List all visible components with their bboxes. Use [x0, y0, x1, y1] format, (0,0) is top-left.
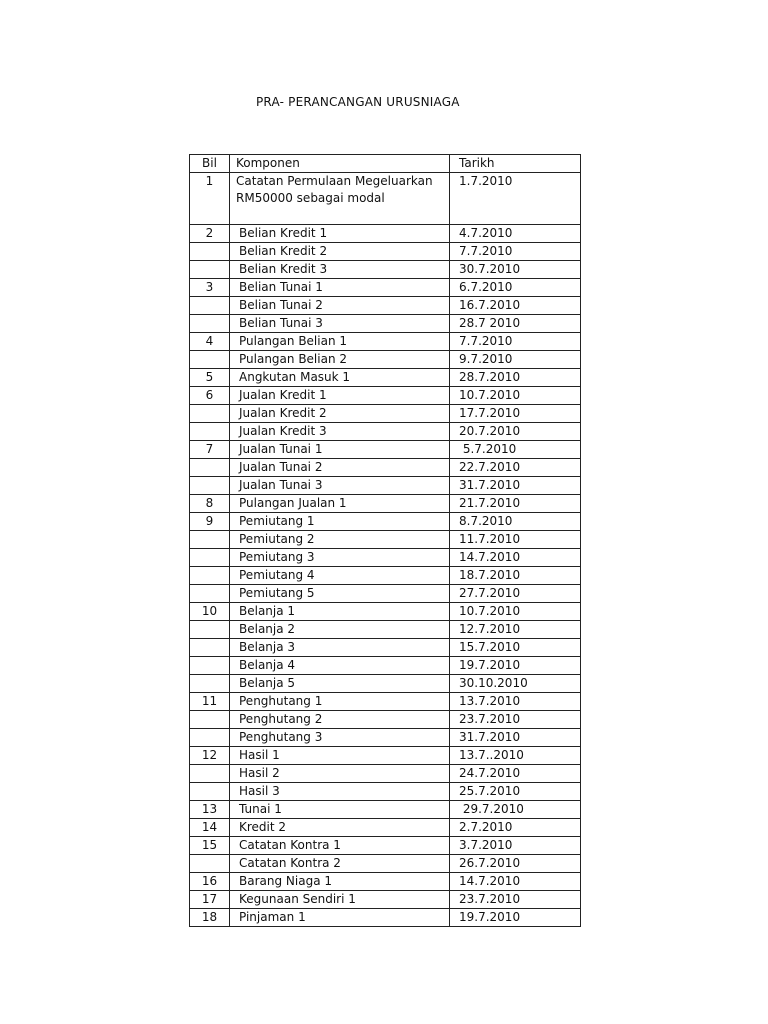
- table-row: [190, 693, 581, 711]
- table-row: [190, 801, 581, 819]
- header-komponen: Komponen: [230, 155, 450, 173]
- cell-komponen: Belian Tunai 1: [230, 279, 450, 297]
- cell-bil: [190, 261, 230, 279]
- cell-komponen: Penghutang 3: [230, 729, 450, 747]
- cell-komponen: Hasil 2: [230, 765, 450, 783]
- cell-komponen: Belanja 4: [230, 657, 450, 675]
- table-row: [190, 549, 581, 567]
- cell-bil: 16: [190, 873, 230, 891]
- cell-bil: [190, 729, 230, 747]
- cell-tarikh: 30.10.2010: [450, 675, 581, 693]
- cell-tarikh: 14.7.2010: [450, 873, 581, 891]
- cell-tarikh: 28.7.2010: [450, 369, 581, 387]
- cell-bil: 10: [190, 603, 230, 621]
- cell-bil: 11: [190, 693, 230, 711]
- cell-komponen: Belian Kredit 3: [230, 261, 450, 279]
- cell-tarikh: 13.7..2010: [450, 747, 581, 765]
- table-row: [190, 495, 581, 513]
- cell-bil: 6: [190, 387, 230, 405]
- cell-komponen: Barang Niaga 1: [230, 873, 450, 891]
- cell-bil: [190, 657, 230, 675]
- table-row: [190, 477, 581, 495]
- cell-bil: 15: [190, 837, 230, 855]
- table-row: [190, 405, 581, 423]
- cell-tarikh: 10.7.2010: [450, 603, 581, 621]
- cell-bil: [190, 531, 230, 549]
- table-row: [190, 369, 581, 387]
- table-row: [190, 711, 581, 729]
- cell-bil: [190, 855, 230, 873]
- table-row: [190, 315, 581, 333]
- cell-bil: [190, 405, 230, 423]
- cell-tarikh: 27.7.2010: [450, 585, 581, 603]
- cell-komponen: Jualan Kredit 1: [230, 387, 450, 405]
- table-row: [190, 837, 581, 855]
- cell-tarikh: 18.7.2010: [450, 567, 581, 585]
- cell-bil: 7: [190, 441, 230, 459]
- cell-komponen: Belian Tunai 3: [230, 315, 450, 333]
- header-tarikh: Tarikh: [450, 155, 581, 173]
- table-row: [190, 891, 581, 909]
- table-row: [190, 657, 581, 675]
- cell-bil: [190, 783, 230, 801]
- cell-komponen: Belian Kredit 2: [230, 243, 450, 261]
- table-row: [190, 387, 581, 405]
- cell-tarikh: 20.7.2010: [450, 423, 581, 441]
- cell-komponen: Catatan Kontra 2: [230, 855, 450, 873]
- cell-bil: 17: [190, 891, 230, 909]
- cell-tarikh: 7.7.2010: [450, 333, 581, 351]
- table-row: [190, 441, 581, 459]
- cell-komponen: Pulangan Jualan 1: [230, 495, 450, 513]
- table-row: [190, 225, 581, 243]
- transaction-table: [189, 154, 581, 927]
- cell-bil: 1: [190, 173, 230, 225]
- cell-komponen: Jualan Kredit 3: [230, 423, 450, 441]
- cell-tarikh: 7.7.2010: [450, 243, 581, 261]
- cell-komponen: Pemiutang 4: [230, 567, 450, 585]
- cell-tarikh: 13.7.2010: [450, 693, 581, 711]
- table-row: [190, 351, 581, 369]
- cell-bil: [190, 549, 230, 567]
- cell-bil: 9: [190, 513, 230, 531]
- cell-bil: 5: [190, 369, 230, 387]
- cell-komponen: Belanja 5: [230, 675, 450, 693]
- cell-komponen: Tunai 1: [230, 801, 450, 819]
- cell-bil: 8: [190, 495, 230, 513]
- cell-komponen: Belian Tunai 2: [230, 297, 450, 315]
- cell-bil: 4: [190, 333, 230, 351]
- cell-komponen: Catatan Kontra 1: [230, 837, 450, 855]
- cell-tarikh: 22.7.2010: [450, 459, 581, 477]
- cell-bil: 2: [190, 225, 230, 243]
- table-row: [190, 531, 581, 549]
- cell-bil: [190, 243, 230, 261]
- cell-bil: [190, 675, 230, 693]
- cell-komponen: Belanja 1: [230, 603, 450, 621]
- cell-tarikh: 31.7.2010: [450, 477, 581, 495]
- cell-bil: [190, 639, 230, 657]
- cell-tarikh: 30.7.2010: [450, 261, 581, 279]
- cell-tarikh: 5.7.2010: [450, 441, 581, 459]
- cell-tarikh: 29.7.2010: [450, 801, 581, 819]
- cell-komponen: Pemiutang 2: [230, 531, 450, 549]
- table-row: [190, 603, 581, 621]
- cell-komponen: Hasil 3: [230, 783, 450, 801]
- cell-bil: [190, 765, 230, 783]
- table-row: [190, 423, 581, 441]
- cell-tarikh: 14.7.2010: [450, 549, 581, 567]
- table-row: [190, 459, 581, 477]
- cell-komponen: Jualan Tunai 2: [230, 459, 450, 477]
- cell-tarikh: 9.7.2010: [450, 351, 581, 369]
- cell-komponen: Pemiutang 5: [230, 585, 450, 603]
- cell-tarikh: 3.7.2010: [450, 837, 581, 855]
- cell-tarikh: 15.7.2010: [450, 639, 581, 657]
- cell-tarikh: 17.7.2010: [450, 405, 581, 423]
- cell-tarikh: 8.7.2010: [450, 513, 581, 531]
- cell-komponen: Jualan Tunai 1: [230, 441, 450, 459]
- table-header-row: [190, 155, 581, 173]
- table-row: [190, 909, 581, 927]
- cell-tarikh: 10.7.2010: [450, 387, 581, 405]
- cell-komponen: Belanja 2: [230, 621, 450, 639]
- cell-komponen: Kredit 2: [230, 819, 450, 837]
- cell-komponen: Catatan Permulaan Megeluarkan RM50000 sebagai modal: [230, 173, 450, 225]
- table-row: [190, 873, 581, 891]
- cell-bil: 3: [190, 279, 230, 297]
- cell-komponen: Pinjaman 1: [230, 909, 450, 927]
- cell-komponen: Penghutang 1: [230, 693, 450, 711]
- table-row: [190, 567, 581, 585]
- table-row: [190, 261, 581, 279]
- table-row: [190, 639, 581, 657]
- table-row: [190, 513, 581, 531]
- cell-tarikh: 25.7.2010: [450, 783, 581, 801]
- cell-komponen: Jualan Kredit 2: [230, 405, 450, 423]
- page-title: PRA- PERANCANGAN URUSNIAGA: [256, 95, 460, 109]
- cell-bil: [190, 423, 230, 441]
- cell-tarikh: 12.7.2010: [450, 621, 581, 639]
- cell-tarikh: 11.7.2010: [450, 531, 581, 549]
- cell-komponen: Pemiutang 1: [230, 513, 450, 531]
- cell-bil: [190, 351, 230, 369]
- cell-bil: 13: [190, 801, 230, 819]
- table-body: [190, 173, 581, 927]
- cell-komponen: Pulangan Belian 1: [230, 333, 450, 351]
- cell-tarikh: 6.7.2010: [450, 279, 581, 297]
- cell-komponen: Penghutang 2: [230, 711, 450, 729]
- cell-tarikh: 4.7.2010: [450, 225, 581, 243]
- cell-bil: 18: [190, 909, 230, 927]
- cell-tarikh: 24.7.2010: [450, 765, 581, 783]
- cell-bil: [190, 621, 230, 639]
- table-row: [190, 297, 581, 315]
- cell-bil: [190, 567, 230, 585]
- table-row: [190, 819, 581, 837]
- cell-tarikh: 1.7.2010: [450, 173, 581, 225]
- cell-bil: [190, 459, 230, 477]
- cell-komponen: Angkutan Masuk 1: [230, 369, 450, 387]
- table-row: [190, 279, 581, 297]
- table-row: [190, 333, 581, 351]
- cell-tarikh: 19.7.2010: [450, 657, 581, 675]
- cell-komponen: Hasil 1: [230, 747, 450, 765]
- cell-komponen: Belanja 3: [230, 639, 450, 657]
- cell-tarikh: 31.7.2010: [450, 729, 581, 747]
- header-bil: Bil: [190, 155, 230, 173]
- table-row: [190, 855, 581, 873]
- table-row: [190, 243, 581, 261]
- table-row: [190, 173, 581, 225]
- cell-tarikh: 23.7.2010: [450, 891, 581, 909]
- cell-bil: [190, 297, 230, 315]
- table-row: [190, 675, 581, 693]
- cell-komponen: Pulangan Belian 2: [230, 351, 450, 369]
- cell-komponen: Pemiutang 3: [230, 549, 450, 567]
- cell-tarikh: 16.7.2010: [450, 297, 581, 315]
- table-row: [190, 729, 581, 747]
- table-row: [190, 783, 581, 801]
- cell-tarikh: 2.7.2010: [450, 819, 581, 837]
- cell-bil: [190, 711, 230, 729]
- cell-bil: 14: [190, 819, 230, 837]
- cell-tarikh: 23.7.2010: [450, 711, 581, 729]
- cell-komponen: Kegunaan Sendiri 1: [230, 891, 450, 909]
- table-row: [190, 585, 581, 603]
- cell-bil: [190, 585, 230, 603]
- cell-komponen: Jualan Tunai 3: [230, 477, 450, 495]
- table-row: [190, 747, 581, 765]
- cell-tarikh: 21.7.2010: [450, 495, 581, 513]
- cell-tarikh: 28.7 2010: [450, 315, 581, 333]
- cell-tarikh: 19.7.2010: [450, 909, 581, 927]
- table-row: [190, 765, 581, 783]
- cell-bil: [190, 315, 230, 333]
- cell-bil: [190, 477, 230, 495]
- cell-komponen: Belian Kredit 1: [230, 225, 450, 243]
- table-row: [190, 621, 581, 639]
- cell-bil: 12: [190, 747, 230, 765]
- cell-tarikh: 26.7.2010: [450, 855, 581, 873]
